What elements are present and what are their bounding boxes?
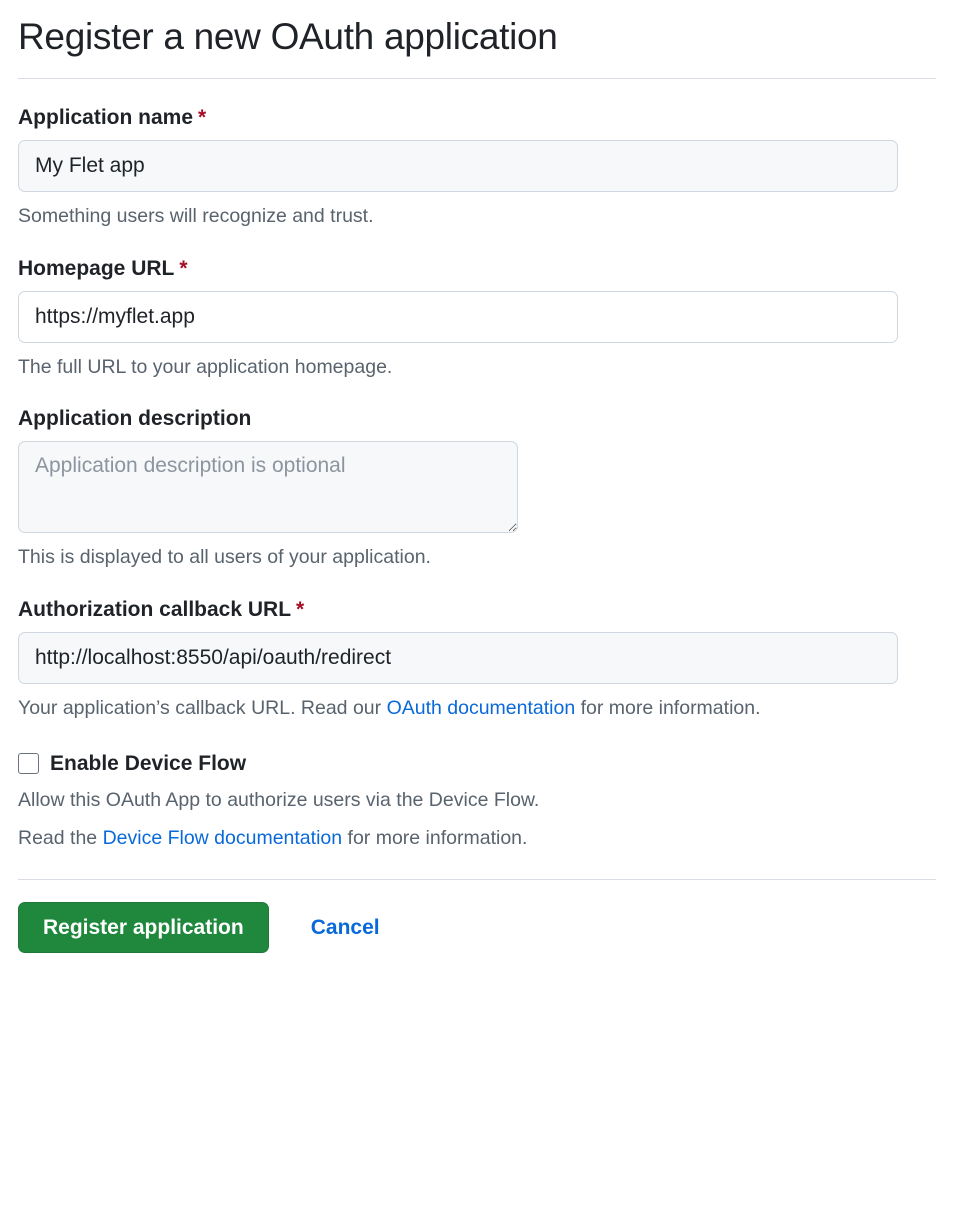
page-title: Register a new OAuth application: [18, 16, 558, 57]
callback-url-hint: [18, 695, 936, 721]
application-name-hint: Something users will recognize and trust.: [18, 205, 374, 228]
actions-divider: [18, 879, 936, 880]
device-flow-hint-before: Read the: [18, 826, 103, 849]
title-divider: [18, 78, 936, 79]
application-name-input[interactable]: [18, 140, 898, 192]
homepage-url-input[interactable]: [18, 291, 898, 343]
application-description-textarea[interactable]: [18, 441, 518, 533]
homepage-url-label: [18, 256, 936, 281]
callback-url-label: [18, 597, 936, 622]
oauth-documentation-link[interactable]: OAuth documentation: [386, 696, 576, 719]
enable-device-flow-checkbox[interactable]: [18, 753, 39, 774]
homepage-url-label-text: Homepage URL: [18, 256, 175, 280]
register-application-button[interactable]: Register application: [18, 902, 269, 953]
required-marker: *: [198, 106, 207, 130]
device-flow-hint-after: for more information.: [342, 826, 528, 849]
callback-url-hint-after: for more information.: [575, 696, 761, 719]
device-flow-hint-line2: [18, 825, 936, 851]
callback-url-label-text: Authorization callback URL: [18, 597, 292, 621]
application-description-label: Application description: [18, 407, 252, 431]
application-name-label-text: Application name: [18, 106, 194, 130]
field-application-name: [18, 105, 936, 230]
cancel-button[interactable]: Cancel: [309, 908, 382, 948]
field-callback-url: [18, 597, 936, 722]
application-name-label: [18, 105, 936, 130]
device-flow-documentation-link[interactable]: Device Flow documentation: [102, 826, 343, 849]
homepage-url-hint: The full URL to your application homepage.: [18, 355, 393, 378]
device-flow-hint-line1: Allow this OAuth App to authorize users via the Device Flow.: [18, 789, 540, 812]
enable-device-flow-label: Enable Device Flow: [50, 752, 247, 776]
device-flow-row[interactable]: [18, 751, 936, 776]
application-description-hint: This is displayed to all users of your application.: [18, 546, 431, 569]
field-homepage-url: [18, 256, 936, 381]
form-actions: [18, 902, 936, 953]
required-marker: *: [296, 597, 305, 621]
callback-url-input[interactable]: [18, 632, 898, 684]
register-oauth-app-page: [0, 14, 954, 1225]
field-application-description: [18, 406, 936, 571]
callback-url-hint-before: Your application’s callback URL. Read our: [18, 696, 387, 719]
required-marker: *: [179, 256, 188, 280]
